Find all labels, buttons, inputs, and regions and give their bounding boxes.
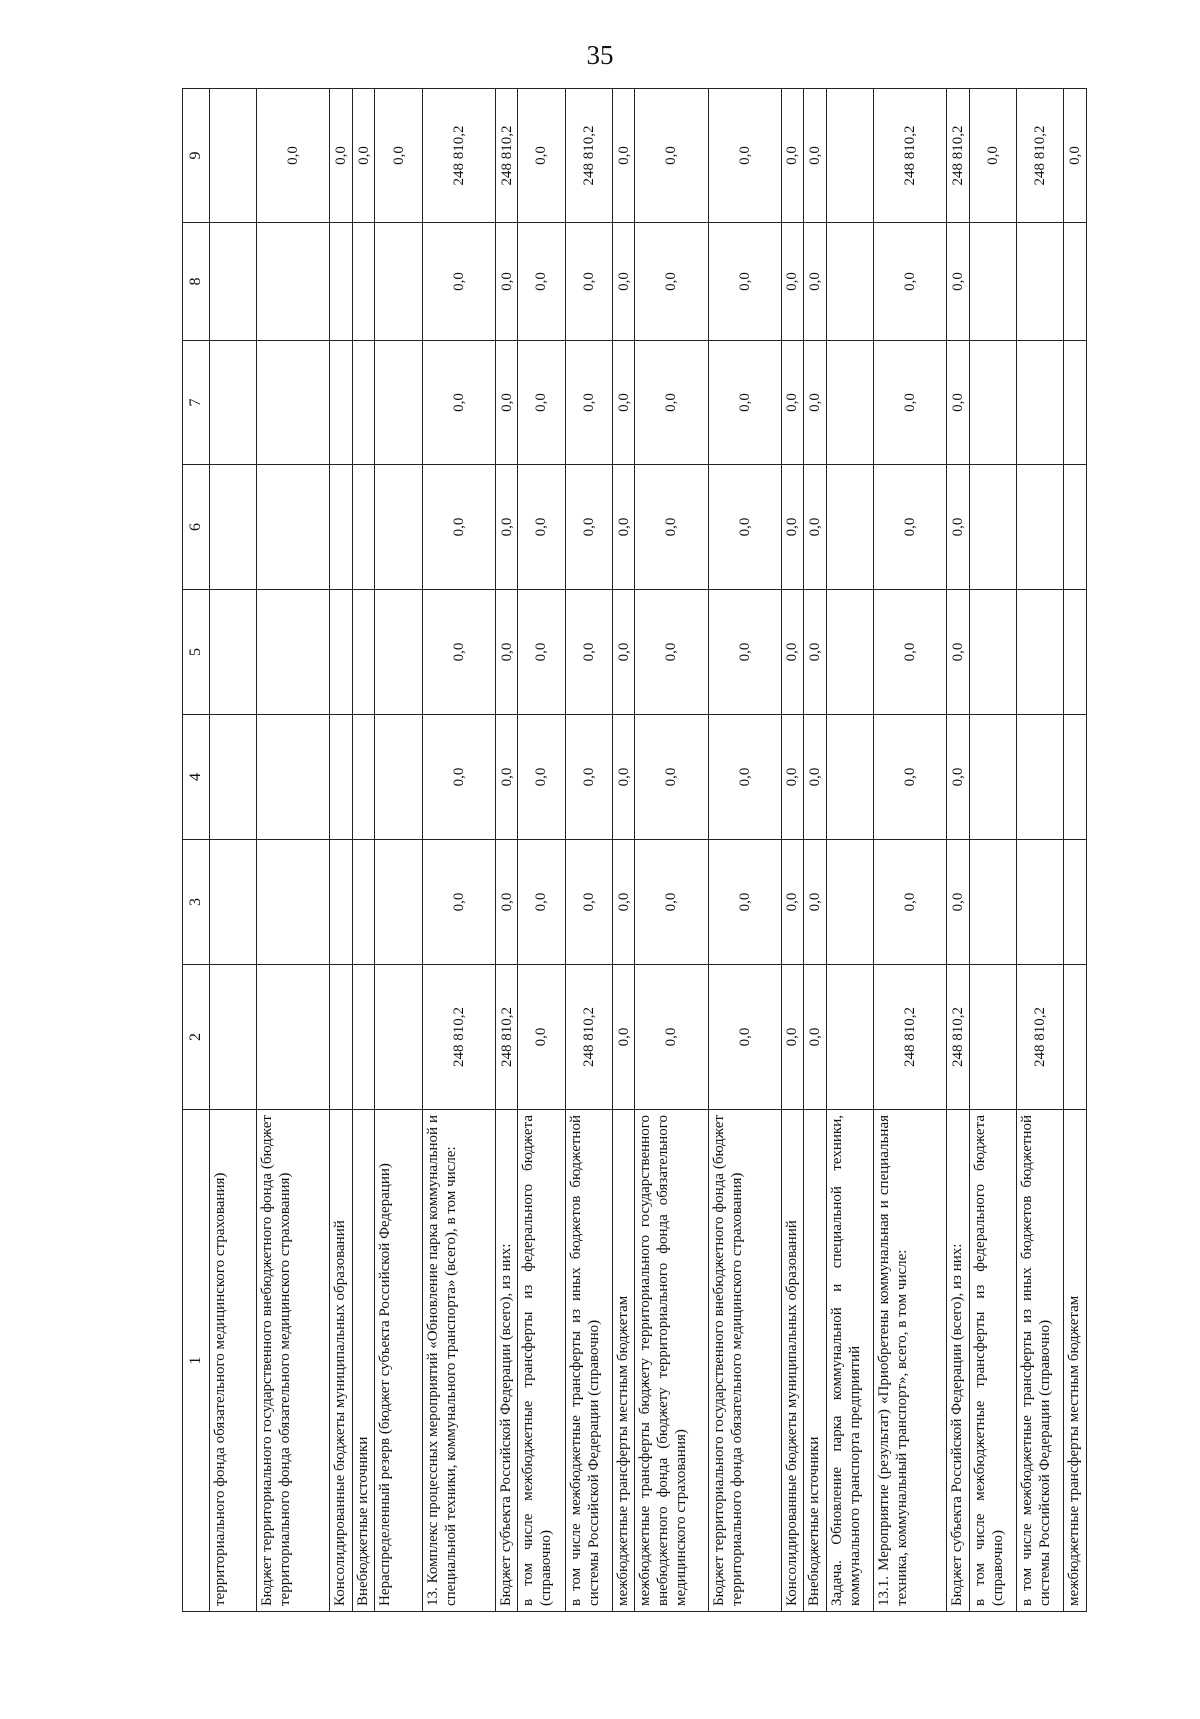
cell-col-5 [826, 590, 873, 715]
cell-col-5 [352, 590, 375, 715]
cell-col-7 [969, 341, 1016, 465]
cell-col-8: 0,0 [781, 223, 804, 341]
cell-col-3: 0,0 [781, 840, 804, 965]
cell-col-5: 0,0 [781, 590, 804, 715]
cell-col-6: 0,0 [612, 465, 635, 590]
cell-col-4: 0,0 [495, 715, 518, 840]
row-description: межбюджетные трансферты местным бюджетам [612, 1110, 635, 1612]
cell-col-2: 248 810,2 [874, 965, 947, 1110]
column-header-8: 8 [183, 223, 210, 341]
cell-col-9: 0,0 [635, 89, 708, 223]
cell-col-3: 0,0 [635, 840, 708, 965]
cell-col-6 [375, 465, 422, 590]
cell-col-5: 0,0 [565, 590, 612, 715]
cell-col-4: 0,0 [804, 715, 827, 840]
table-row [565, 89, 612, 1612]
cell-col-6: 0,0 [495, 465, 518, 590]
cell-col-2 [352, 965, 375, 1110]
cell-col-2: 0,0 [518, 965, 565, 1110]
table-row [804, 89, 827, 1612]
cell-col-6 [257, 465, 330, 590]
cell-col-2: 0,0 [804, 965, 827, 1110]
row-description: 13.1. Мероприятие (результат) «Приобретены коммунальная и специальная техника, коммунальный транспорт», всего, в том числе: [874, 1110, 947, 1612]
table-row [708, 89, 781, 1612]
cell-col-7: 0,0 [518, 341, 565, 465]
table-row [330, 89, 353, 1612]
cell-col-3 [257, 840, 330, 965]
cell-col-5: 0,0 [708, 590, 781, 715]
cell-col-5: 0,0 [947, 590, 970, 715]
cell-col-3: 0,0 [947, 840, 970, 965]
cell-col-7: 0,0 [635, 341, 708, 465]
cell-col-7: 0,0 [708, 341, 781, 465]
cell-col-4: 0,0 [635, 715, 708, 840]
cell-col-8 [826, 223, 873, 341]
table-row [612, 89, 635, 1612]
cell-col-6: 0,0 [422, 465, 495, 590]
cell-col-5 [1064, 590, 1087, 715]
row-description: Задача. Обновление парка коммунальной и специальной техники, коммунального транспорта предприятий [826, 1110, 873, 1612]
cell-col-5 [1016, 590, 1063, 715]
cell-col-4 [352, 715, 375, 840]
row-description: 13. Комплекс процессных мероприятий «Обновление парка коммунальной и специальной техники, коммунального транспорта» (всего), в том числе: [422, 1110, 495, 1612]
cell-col-7 [257, 341, 330, 465]
cell-col-4: 0,0 [422, 715, 495, 840]
cell-col-4 [1064, 715, 1087, 840]
cell-col-7 [826, 341, 873, 465]
cell-col-3 [1016, 840, 1063, 965]
cell-col-3 [1064, 840, 1087, 965]
cell-col-8: 0,0 [422, 223, 495, 341]
table-row [257, 89, 330, 1612]
cell-col-6 [330, 465, 353, 590]
table-row [1064, 89, 1087, 1612]
cell-col-2: 248 810,2 [495, 965, 518, 1110]
cell-col-8 [352, 223, 375, 341]
row-description: Нераспределенный резерв (бюджет субъекта Российской Федерации) [375, 1110, 422, 1612]
cell-col-6: 0,0 [708, 465, 781, 590]
cell-col-8 [257, 223, 330, 341]
cell-col-8 [375, 223, 422, 341]
cell-col-4 [1016, 715, 1063, 840]
table-row [518, 89, 565, 1612]
row-description: в том числе межбюджетные трансферты из иных бюджетов бюджетной системы Российской Федерации (справочно) [565, 1110, 612, 1612]
cell-col-4: 0,0 [565, 715, 612, 840]
cell-col-8 [330, 223, 353, 341]
cell-col-4: 0,0 [874, 715, 947, 840]
column-header-5: 5 [183, 590, 210, 715]
cell-col-5: 0,0 [495, 590, 518, 715]
cell-col-8: 0,0 [874, 223, 947, 341]
cell-col-2: 248 810,2 [947, 965, 970, 1110]
cell-col-9: 0,0 [352, 89, 375, 223]
cell-col-2: 248 810,2 [422, 965, 495, 1110]
cell-col-7 [1016, 341, 1063, 465]
cell-col-7: 0,0 [612, 341, 635, 465]
cell-col-5 [375, 590, 422, 715]
cell-col-9 [826, 89, 873, 223]
column-header-1: 1 [183, 1110, 210, 1612]
cell-col-9: 248 810,2 [1016, 89, 1063, 223]
cell-col-9: 0,0 [257, 89, 330, 223]
cell-col-8: 0,0 [635, 223, 708, 341]
row-description: в том числе межбюджетные трансферты из федерального бюджета (справочно) [969, 1110, 1016, 1612]
page-number: 35 [586, 40, 614, 70]
column-header-4: 4 [183, 715, 210, 840]
cell-col-9 [209, 89, 256, 223]
cell-col-2: 0,0 [781, 965, 804, 1110]
cell-col-2 [257, 965, 330, 1110]
cell-col-7: 0,0 [422, 341, 495, 465]
cell-col-5 [209, 590, 256, 715]
cell-col-3: 0,0 [612, 840, 635, 965]
rotated-table-container [182, 89, 1087, 1612]
table-row [375, 89, 422, 1612]
cell-col-4: 0,0 [781, 715, 804, 840]
cell-col-2: 248 810,2 [565, 965, 612, 1110]
row-description: Бюджет субъекта Российской Федерации (всего), из них: [947, 1110, 970, 1612]
cell-col-6 [1064, 465, 1087, 590]
cell-col-5: 0,0 [422, 590, 495, 715]
table-row [826, 89, 873, 1612]
row-description: Бюджет территориального государственного внебюджетного фонда (бюджет территориального фонда обязательного медицинского страхования) [708, 1110, 781, 1612]
cell-col-3 [330, 840, 353, 965]
cell-col-6 [826, 465, 873, 590]
cell-col-9: 248 810,2 [495, 89, 518, 223]
cell-col-3 [969, 840, 1016, 965]
table-row [947, 89, 970, 1612]
cell-col-9: 248 810,2 [565, 89, 612, 223]
cell-col-6: 0,0 [781, 465, 804, 590]
cell-col-2: 0,0 [708, 965, 781, 1110]
cell-col-4 [257, 715, 330, 840]
cell-col-6: 0,0 [874, 465, 947, 590]
cell-col-2 [969, 965, 1016, 1110]
table-row [969, 89, 1016, 1612]
cell-col-7: 0,0 [947, 341, 970, 465]
table-row [422, 89, 495, 1612]
cell-col-7 [330, 341, 353, 465]
cell-col-5 [330, 590, 353, 715]
cell-col-5 [257, 590, 330, 715]
cell-col-3: 0,0 [495, 840, 518, 965]
row-description: Консолидированные бюджеты муниципальных образований [330, 1110, 353, 1612]
cell-col-7 [1064, 341, 1087, 465]
column-header-6: 6 [183, 465, 210, 590]
cell-col-9: 0,0 [518, 89, 565, 223]
cell-col-7: 0,0 [874, 341, 947, 465]
cell-col-3: 0,0 [518, 840, 565, 965]
cell-col-5: 0,0 [612, 590, 635, 715]
cell-col-9: 0,0 [375, 89, 422, 223]
cell-col-9: 0,0 [1064, 89, 1087, 223]
cell-col-9: 0,0 [804, 89, 827, 223]
cell-col-2 [826, 965, 873, 1110]
cell-col-4 [330, 715, 353, 840]
cell-col-7: 0,0 [565, 341, 612, 465]
cell-col-3 [375, 840, 422, 965]
table-row [209, 89, 256, 1612]
cell-col-3: 0,0 [422, 840, 495, 965]
cell-col-7: 0,0 [804, 341, 827, 465]
table-row [781, 89, 804, 1612]
cell-col-5: 0,0 [518, 590, 565, 715]
cell-col-6: 0,0 [565, 465, 612, 590]
cell-col-4: 0,0 [612, 715, 635, 840]
cell-col-6: 0,0 [518, 465, 565, 590]
cell-col-4: 0,0 [947, 715, 970, 840]
cell-col-7: 0,0 [495, 341, 518, 465]
cell-col-2 [209, 965, 256, 1110]
budget-table [182, 88, 1087, 1612]
table-row [635, 89, 708, 1612]
row-description: в том числе межбюджетные трансферты из федерального бюджета (справочно) [518, 1110, 565, 1612]
cell-col-7 [352, 341, 375, 465]
column-header-7: 7 [183, 341, 210, 465]
cell-col-2: 248 810,2 [1016, 965, 1063, 1110]
cell-col-7 [209, 341, 256, 465]
cell-col-9: 0,0 [330, 89, 353, 223]
row-description: Бюджет территориального государственного внебюджетного фонда (бюджет территориального фонда обязательного медицинского страхования) [257, 1110, 330, 1612]
cell-col-8: 0,0 [612, 223, 635, 341]
cell-col-8: 0,0 [708, 223, 781, 341]
cell-col-3 [209, 840, 256, 965]
cell-col-8: 0,0 [947, 223, 970, 341]
cell-col-9: 248 810,2 [422, 89, 495, 223]
cell-col-3: 0,0 [804, 840, 827, 965]
cell-col-8 [209, 223, 256, 341]
column-header-9: 9 [183, 89, 210, 223]
cell-col-2 [1064, 965, 1087, 1110]
cell-col-3 [352, 840, 375, 965]
column-header-2: 2 [183, 965, 210, 1110]
cell-col-8: 0,0 [495, 223, 518, 341]
cell-col-5: 0,0 [804, 590, 827, 715]
cell-col-2 [375, 965, 422, 1110]
cell-col-9: 248 810,2 [874, 89, 947, 223]
cell-col-2: 0,0 [612, 965, 635, 1110]
cell-col-6 [969, 465, 1016, 590]
cell-col-5 [969, 590, 1016, 715]
row-description: межбюджетные трансферты бюджету территориального государственного внебюджетного фонда (бюджету территориального фонда обязательного медицинского страхования) [635, 1110, 708, 1612]
cell-col-9: 0,0 [612, 89, 635, 223]
column-header-3: 3 [183, 840, 210, 965]
row-description: Внебюджетные источники [352, 1110, 375, 1612]
row-description: Внебюджетные источники [804, 1110, 827, 1612]
row-description: Бюджет субъекта Российской Федерации (всего), из них: [495, 1110, 518, 1612]
table-row [495, 89, 518, 1612]
cell-col-8: 0,0 [565, 223, 612, 341]
cell-col-9: 248 810,2 [947, 89, 970, 223]
cell-col-9: 0,0 [969, 89, 1016, 223]
cell-col-8: 0,0 [804, 223, 827, 341]
cell-col-3: 0,0 [708, 840, 781, 965]
cell-col-3: 0,0 [565, 840, 612, 965]
cell-col-4 [209, 715, 256, 840]
cell-col-4 [826, 715, 873, 840]
cell-col-6: 0,0 [635, 465, 708, 590]
cell-col-9: 0,0 [781, 89, 804, 223]
cell-col-6 [352, 465, 375, 590]
cell-col-6 [1016, 465, 1063, 590]
cell-col-2 [330, 965, 353, 1110]
row-description: Консолидированные бюджеты муниципальных образований [781, 1110, 804, 1612]
cell-col-8 [969, 223, 1016, 341]
cell-col-8: 0,0 [518, 223, 565, 341]
row-description: территориального фонда обязательного медицинского страхования) [209, 1110, 256, 1612]
cell-col-9: 0,0 [708, 89, 781, 223]
table-row [1016, 89, 1063, 1612]
cell-col-4: 0,0 [518, 715, 565, 840]
cell-col-4 [375, 715, 422, 840]
row-description: в том числе межбюджетные трансферты из иных бюджетов бюджетной системы Российской Федерации (справочно) [1016, 1110, 1063, 1612]
cell-col-8 [1064, 223, 1087, 341]
cell-col-4: 0,0 [708, 715, 781, 840]
cell-col-4 [969, 715, 1016, 840]
cell-col-6 [209, 465, 256, 590]
cell-col-5: 0,0 [874, 590, 947, 715]
cell-col-6: 0,0 [947, 465, 970, 590]
cell-col-7 [375, 341, 422, 465]
cell-col-7: 0,0 [781, 341, 804, 465]
cell-col-3 [826, 840, 873, 965]
cell-col-5: 0,0 [635, 590, 708, 715]
cell-col-2: 0,0 [635, 965, 708, 1110]
cell-col-6: 0,0 [804, 465, 827, 590]
row-description: межбюджетные трансферты местным бюджетам [1064, 1110, 1087, 1612]
cell-col-8 [1016, 223, 1063, 341]
cell-col-3: 0,0 [874, 840, 947, 965]
table-row [352, 89, 375, 1612]
table-header-row [183, 89, 210, 1612]
table-row [874, 89, 947, 1612]
